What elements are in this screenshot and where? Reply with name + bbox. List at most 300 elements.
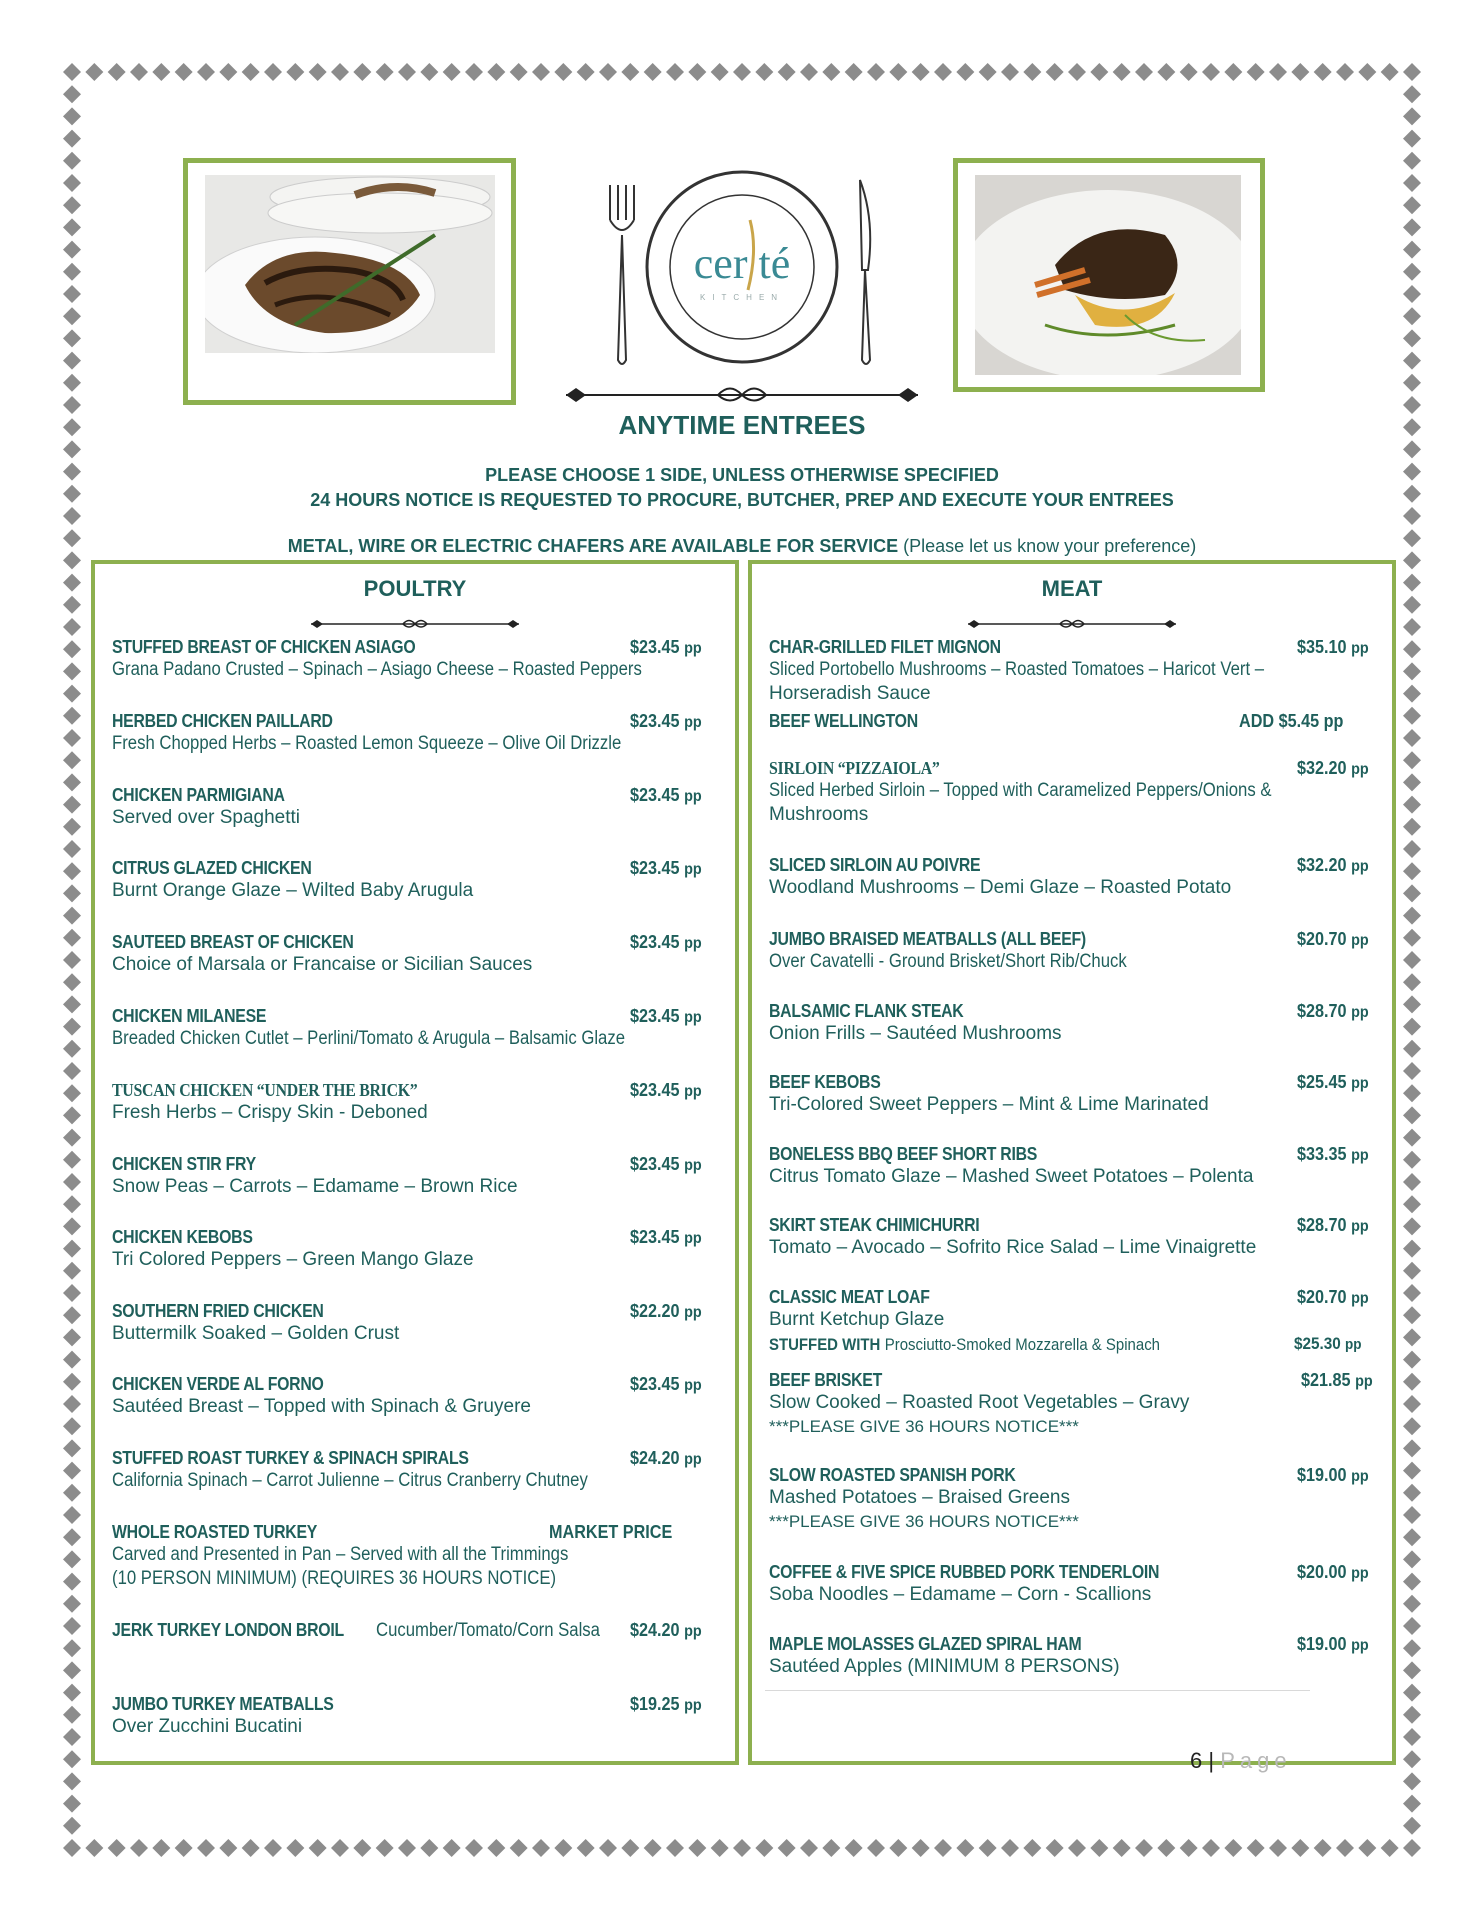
border-diamond — [63, 1439, 81, 1457]
border-diamond — [1403, 1395, 1421, 1413]
border-diamond — [778, 1839, 796, 1857]
item-name: COFFEE & FIVE SPICE RUBBED PORK TENDERLOIN — [769, 1562, 1160, 1582]
stuffed-price-value: $25.30 — [1294, 1334, 1341, 1353]
poultry-panel — [91, 560, 739, 1765]
item-name: HERBED CHICKEN PAILLARD — [112, 711, 333, 731]
border-diamond — [63, 1062, 81, 1080]
poultry-menu-item — [112, 784, 720, 830]
border-diamond — [1403, 862, 1421, 880]
meat-title: MEAT — [1041, 576, 1103, 601]
item-price — [630, 1005, 702, 1029]
item-price — [630, 710, 702, 734]
border-diamond — [63, 1839, 81, 1857]
price-value: $32.20 — [1297, 758, 1347, 778]
meat-menu-item — [769, 1286, 1377, 1357]
border-diamond — [63, 1395, 81, 1413]
border-diamond — [63, 352, 81, 370]
border-diamond — [63, 1306, 81, 1324]
border-diamond — [1403, 618, 1421, 636]
price-value: $23.45 — [630, 1374, 680, 1394]
meat-menu-item — [769, 757, 1377, 827]
page-number — [1190, 1748, 1292, 1774]
logo-subtext: KITCHEN — [699, 293, 785, 302]
border-diamond — [63, 241, 81, 259]
page-number-value: 6 — [1190, 1748, 1203, 1773]
chicken-photo — [183, 158, 516, 405]
border-diamond — [63, 662, 81, 680]
border-diamond — [867, 1839, 885, 1857]
price-unit: pp — [1351, 1147, 1369, 1164]
hours-notice: 24 HOURS NOTICE IS REQUESTED TO PROCURE, BUTCHER, PREP AND EXECUTE YOUR ENTREES — [310, 490, 1174, 510]
border-diamond — [286, 1839, 304, 1857]
border-diamond — [1403, 440, 1421, 458]
border-diamond — [1403, 130, 1421, 148]
border-diamond — [1403, 1417, 1421, 1435]
border-diamond — [465, 63, 483, 81]
border-diamond — [1291, 63, 1309, 81]
page-title: ANYTIME ENTREES — [618, 410, 866, 440]
poultry-menu-item — [112, 1521, 720, 1591]
border-diamond — [1403, 307, 1421, 325]
border-diamond — [1403, 1639, 1421, 1657]
poultry-menu-item — [112, 1373, 720, 1419]
border-diamond — [1403, 1484, 1421, 1502]
item-description-2: ***PLEASE GIVE 36 HOURS NOTICE*** — [769, 1512, 1079, 1531]
border-diamond — [63, 1084, 81, 1102]
border-diamond — [376, 1839, 394, 1857]
border-diamond — [130, 63, 148, 81]
border-diamond — [63, 1217, 81, 1235]
border-diamond — [242, 1839, 260, 1857]
border-diamond — [443, 1839, 461, 1857]
poultry-menu-item — [112, 710, 720, 756]
border-diamond — [1403, 1795, 1421, 1813]
meat-menu-item — [769, 854, 1377, 900]
price-value: $24.20 — [630, 1448, 680, 1468]
border-diamond — [63, 1573, 81, 1591]
border-diamond — [1314, 1839, 1332, 1857]
border-diamond — [1403, 1040, 1421, 1058]
border-diamond — [63, 907, 81, 925]
border-diamond — [1403, 1528, 1421, 1546]
item-name: WHOLE ROASTED TURKEY — [112, 1522, 318, 1542]
price-value: $23.45 — [630, 637, 680, 657]
border-diamond — [1403, 840, 1421, 858]
border-diamond — [63, 1706, 81, 1724]
border-diamond — [63, 1106, 81, 1124]
price-unit: pp — [684, 714, 702, 731]
border-diamond — [1381, 63, 1399, 81]
border-diamond — [1046, 63, 1064, 81]
price-unit: pp — [684, 1009, 702, 1026]
item-description: Onion Frills – Sautéed Mushrooms — [769, 1023, 1062, 1044]
border-diamond — [1403, 374, 1421, 392]
border-diamond — [1403, 1106, 1421, 1124]
item-description: California Spinach – Carrot Julienne – Citrus Cranberry Chutney — [112, 1470, 588, 1491]
poultry-title: POULTRY — [363, 576, 467, 601]
price-unit: pp — [1351, 761, 1369, 778]
item-price — [630, 1373, 702, 1397]
item-name: BONELESS BBQ BEEF SHORT RIBS — [769, 1144, 1038, 1164]
border-diamond — [956, 63, 974, 81]
price-unit: pp — [1351, 640, 1369, 657]
border-diamond — [1113, 1839, 1131, 1857]
border-diamond — [1023, 63, 1041, 81]
border-diamond — [242, 63, 260, 81]
price-value: $23.45 — [630, 932, 680, 952]
item-price — [1297, 854, 1369, 878]
border-diamond — [1336, 63, 1354, 81]
item-description-2: Mushrooms — [769, 804, 869, 825]
border-diamond — [1224, 1839, 1242, 1857]
border-diamond — [1403, 907, 1421, 925]
stuffed-price — [1294, 1332, 1362, 1357]
item-description: Sliced Herbed Sirloin – Topped with Caramelized Peppers/Onions & — [769, 780, 1272, 801]
item-name: SAUTEED BREAST OF CHICKEN — [112, 932, 354, 952]
price-value: $20.00 — [1297, 1562, 1347, 1582]
border-diamond — [644, 1839, 662, 1857]
stuffed-price-unit: pp — [1345, 1336, 1362, 1353]
border-diamond — [1403, 1217, 1421, 1235]
border-diamond — [577, 63, 595, 81]
price-unit: pp — [1351, 932, 1369, 949]
border-diamond — [1403, 973, 1421, 991]
border-diamond — [63, 1373, 81, 1391]
border-diamond — [1224, 63, 1242, 81]
meat-menu-item — [769, 928, 1377, 974]
border-diamond — [1403, 1351, 1421, 1369]
border-diamond — [63, 1750, 81, 1768]
item-name: TUSCAN CHICKEN “UNDER THE BRICK” — [112, 1080, 418, 1100]
border-diamond — [1403, 640, 1421, 658]
item-name: CLASSIC MEAT LOAF — [769, 1287, 930, 1307]
decorative-flourish — [558, 380, 926, 410]
border-diamond — [1403, 884, 1421, 902]
border-diamond — [63, 152, 81, 170]
border-diamond — [63, 1462, 81, 1480]
item-name: CHICKEN STIR FRY — [112, 1154, 256, 1174]
border-diamond — [1202, 1839, 1220, 1857]
chafers-note: (Please let us know your preference) — [903, 536, 1197, 556]
item-name: CHAR-GRILLED FILET MIGNON — [769, 637, 1001, 657]
item-price — [630, 784, 702, 808]
item-price — [630, 857, 702, 881]
price-unit: pp — [684, 1623, 702, 1640]
meat-menu-item — [769, 710, 1377, 732]
border-diamond — [822, 1839, 840, 1857]
border-diamond — [63, 862, 81, 880]
meat-menu-item — [769, 1369, 1377, 1439]
border-diamond — [979, 1839, 997, 1857]
page-separator: | — [1208, 1748, 1215, 1773]
item-description: Buttermilk Soaked – Golden Crust — [112, 1323, 400, 1344]
border-diamond — [63, 1417, 81, 1435]
footer-rule — [765, 1690, 1310, 1691]
border-diamond — [420, 63, 438, 81]
price-value: $20.70 — [1297, 1287, 1347, 1307]
border-diamond — [264, 1839, 282, 1857]
price-unit: pp — [1351, 1290, 1369, 1307]
item-description: Woodland Mushrooms – Demi Glaze – Roasted Potato — [769, 877, 1232, 898]
border-diamond — [63, 1284, 81, 1302]
meat-menu-item — [769, 1000, 1377, 1046]
border-diamond — [309, 1839, 327, 1857]
item-description: Fresh Herbs – Crispy Skin - Deboned — [112, 1102, 428, 1123]
border-diamond — [1403, 152, 1421, 170]
price-unit: pp — [1351, 1218, 1369, 1235]
item-description-2: Horseradish Sauce — [769, 683, 931, 704]
border-diamond — [376, 63, 394, 81]
item-price — [1297, 928, 1369, 952]
border-diamond — [1090, 63, 1108, 81]
border-diamond — [219, 63, 237, 81]
item-description: Served over Spaghetti — [112, 807, 301, 828]
price-unit: pp — [684, 640, 702, 657]
chafers-text: METAL, WIRE OR ELECTRIC CHAFERS ARE AVAILABLE FOR SERVICE — [287, 536, 899, 556]
item-description: Carved and Presented in Pan – Served with all the Trimmings — [112, 1544, 569, 1565]
price-unit: pp — [684, 1697, 702, 1714]
price-unit: pp — [1351, 858, 1369, 875]
price-unit: pp — [684, 1083, 702, 1100]
border-diamond — [443, 63, 461, 81]
border-diamond — [1157, 63, 1175, 81]
item-price — [1297, 1214, 1369, 1238]
item-price — [630, 1693, 702, 1717]
item-description: Choice of Marsala or Francaise or Sicilian Sauces — [112, 954, 533, 975]
border-diamond — [63, 130, 81, 148]
item-price — [630, 1300, 702, 1324]
price-unit: pp — [684, 861, 702, 878]
border-diamond — [63, 263, 81, 281]
border-diamond — [1068, 63, 1086, 81]
border-diamond — [1403, 1839, 1421, 1857]
border-diamond — [1403, 1173, 1421, 1191]
price-value: $22.20 — [630, 1301, 680, 1321]
item-description: Sautéed Breast – Topped with Spinach & Gruyere — [112, 1396, 531, 1417]
border-diamond — [1403, 995, 1421, 1013]
item-description: Burnt Orange Glaze – Wilted Baby Arugula — [112, 880, 474, 901]
poultry-menu-item — [112, 857, 720, 903]
border-diamond — [63, 1528, 81, 1546]
border-diamond — [1023, 1839, 1041, 1857]
border-diamond — [510, 1839, 528, 1857]
border-diamond — [63, 618, 81, 636]
border-diamond — [63, 374, 81, 392]
item-name: SKIRT STEAK CHIMICHURRI — [769, 1215, 980, 1235]
item-name: SIRLOIN “PIZZAIOLA” — [769, 758, 940, 778]
border-diamond — [63, 1661, 81, 1679]
item-price — [1297, 1143, 1369, 1167]
border-diamond — [934, 1839, 952, 1857]
border-diamond — [465, 1839, 483, 1857]
item-price — [630, 1226, 702, 1250]
price-value: $23.45 — [630, 1227, 680, 1247]
border-diamond — [286, 63, 304, 81]
poultry-menu-item — [112, 1693, 720, 1739]
item-description: Cucumber/Tomato/Corn Salsa — [375, 1620, 600, 1641]
border-diamond — [1046, 1839, 1064, 1857]
border-diamond — [1403, 1306, 1421, 1324]
border-diamond — [63, 1262, 81, 1280]
border-diamond — [1403, 352, 1421, 370]
border-diamond — [1403, 1462, 1421, 1480]
border-diamond — [63, 596, 81, 614]
item-name: BEEF BRISKET — [769, 1370, 883, 1390]
border-diamond — [755, 63, 773, 81]
plated-meat-image — [975, 175, 1241, 375]
price-unit: pp — [1355, 1373, 1373, 1390]
border-diamond — [63, 329, 81, 347]
border-diamond — [1358, 63, 1376, 81]
item-name: JUMBO BRAISED MEATBALLS (ALL BEEF) — [769, 929, 1086, 949]
border-diamond — [554, 63, 572, 81]
border-diamond — [1403, 1728, 1421, 1746]
item-description: Tri Colored Peppers – Green Mango Glaze — [112, 1249, 474, 1270]
item-description: Mashed Potatoes – Braised Greens — [769, 1487, 1071, 1508]
item-price — [630, 636, 702, 660]
price-unit: pp — [684, 1377, 702, 1394]
border-diamond — [1403, 929, 1421, 947]
price-value: $19.00 — [1297, 1634, 1347, 1654]
border-diamond — [63, 1484, 81, 1502]
border-diamond — [63, 85, 81, 103]
border-diamond — [800, 63, 818, 81]
price-value: $19.00 — [1297, 1465, 1347, 1485]
border-diamond — [63, 729, 81, 747]
border-diamond — [644, 63, 662, 81]
item-price — [1297, 1464, 1369, 1488]
border-diamond — [755, 1839, 773, 1857]
meat-menu-item — [769, 1214, 1377, 1260]
border-diamond — [63, 1617, 81, 1635]
item-description: Soba Noodles – Edamame – Corn - Scallions — [769, 1584, 1152, 1605]
border-diamond — [63, 1684, 81, 1702]
border-diamond — [554, 1839, 572, 1857]
border-diamond — [1403, 796, 1421, 814]
chafers-notice — [0, 536, 1484, 557]
border-diamond — [63, 685, 81, 703]
item-price — [630, 1619, 702, 1643]
border-diamond — [63, 574, 81, 592]
border-diamond — [487, 1839, 505, 1857]
price-value: $32.20 — [1297, 855, 1347, 875]
item-description: Fresh Chopped Herbs – Roasted Lemon Squeeze – Olive Oil Drizzle — [112, 733, 622, 754]
item-description: Burnt Ketchup Glaze — [769, 1309, 945, 1330]
price-value: $21.85 — [1301, 1370, 1351, 1390]
certe-kitchen-logo — [600, 160, 885, 375]
item-name: BEEF WELLINGTON — [769, 711, 918, 731]
border-diamond — [63, 951, 81, 969]
border-diamond — [63, 840, 81, 858]
price-unit: pp — [1351, 1637, 1369, 1654]
price-value: $20.70 — [1297, 929, 1347, 949]
price-value: $19.25 — [630, 1694, 680, 1714]
border-diamond — [1381, 1839, 1399, 1857]
meat-menu-item — [769, 1633, 1377, 1679]
border-diamond — [219, 1839, 237, 1857]
price-value: $28.70 — [1297, 1001, 1347, 1021]
stuffed-label: STUFFED WITH — [769, 1335, 881, 1354]
item-description: Tomato – Avocado – Sofrito Rice Salad – Lime Vinaigrette — [769, 1237, 1257, 1258]
border-diamond — [331, 63, 349, 81]
price-value: $23.45 — [630, 711, 680, 731]
item-name: JERK TURKEY LONDON BROIL — [112, 1620, 344, 1640]
poultry-menu-item — [112, 1619, 720, 1643]
border-diamond — [63, 1173, 81, 1191]
item-description: Snow Peas – Carrots – Edamame – Brown Rice — [112, 1176, 518, 1197]
item-price — [630, 931, 702, 955]
border-diamond — [175, 1839, 193, 1857]
border-diamond — [688, 63, 706, 81]
border-diamond — [1247, 63, 1265, 81]
border-diamond — [599, 1839, 617, 1857]
border-diamond — [1291, 1839, 1309, 1857]
border-diamond — [1403, 196, 1421, 214]
item-price — [1297, 636, 1369, 660]
border-diamond — [1403, 1772, 1421, 1790]
border-diamond — [108, 1839, 126, 1857]
border-diamond — [845, 1839, 863, 1857]
border-diamond — [130, 1839, 148, 1857]
border-diamond — [1403, 1328, 1421, 1346]
item-name: STUFFED BREAST OF CHICKEN ASIAGO — [112, 637, 416, 657]
border-diamond — [1403, 1817, 1421, 1835]
price-unit: pp — [1351, 1565, 1369, 1582]
price-unit: pp — [684, 935, 702, 952]
border-diamond — [1403, 174, 1421, 192]
poultry-menu-item — [112, 1300, 720, 1346]
border-diamond — [1403, 1262, 1421, 1280]
border-diamond — [666, 1839, 684, 1857]
border-diamond — [63, 751, 81, 769]
price-value: $23.45 — [630, 1080, 680, 1100]
item-description-2: ***PLEASE GIVE 36 HOURS NOTICE*** — [769, 1417, 1079, 1436]
border-diamond — [331, 1839, 349, 1857]
border-diamond — [63, 1550, 81, 1568]
border-diamond — [733, 1839, 751, 1857]
border-diamond — [822, 63, 840, 81]
border-diamond — [599, 63, 617, 81]
price-unit: pp — [684, 788, 702, 805]
border-diamond — [1157, 1839, 1175, 1857]
poultry-menu-item — [112, 1153, 720, 1199]
border-diamond — [1403, 63, 1421, 81]
border-diamond — [867, 63, 885, 81]
side-notice: PLEASE CHOOSE 1 SIDE, UNLESS OTHERWISE SPECIFIED — [485, 465, 999, 485]
border-diamond — [1403, 951, 1421, 969]
item-price — [549, 1521, 672, 1545]
border-diamond — [1403, 662, 1421, 680]
item-name: CHICKEN PARMIGIANA — [112, 785, 285, 805]
grilled-chicken-image — [205, 175, 495, 353]
border-diamond — [63, 196, 81, 214]
border-diamond — [1403, 1684, 1421, 1702]
item-name: CITRUS GLAZED CHICKEN — [112, 858, 312, 878]
border-diamond — [1403, 1018, 1421, 1036]
border-diamond — [398, 63, 416, 81]
border-diamond — [1403, 685, 1421, 703]
price-value: $23.45 — [630, 858, 680, 878]
border-diamond — [420, 1839, 438, 1857]
meat-menu-item — [769, 1464, 1377, 1534]
item-price — [630, 1447, 702, 1471]
border-diamond — [1403, 818, 1421, 836]
item-description: Citrus Tomato Glaze – Mashed Sweet Potatoes – Polenta — [769, 1166, 1254, 1187]
border-diamond — [63, 107, 81, 125]
border-diamond — [1001, 1839, 1019, 1857]
border-diamond — [63, 1595, 81, 1613]
item-name: STUFFED ROAST TURKEY & SPINACH SPIRALS — [112, 1448, 469, 1468]
